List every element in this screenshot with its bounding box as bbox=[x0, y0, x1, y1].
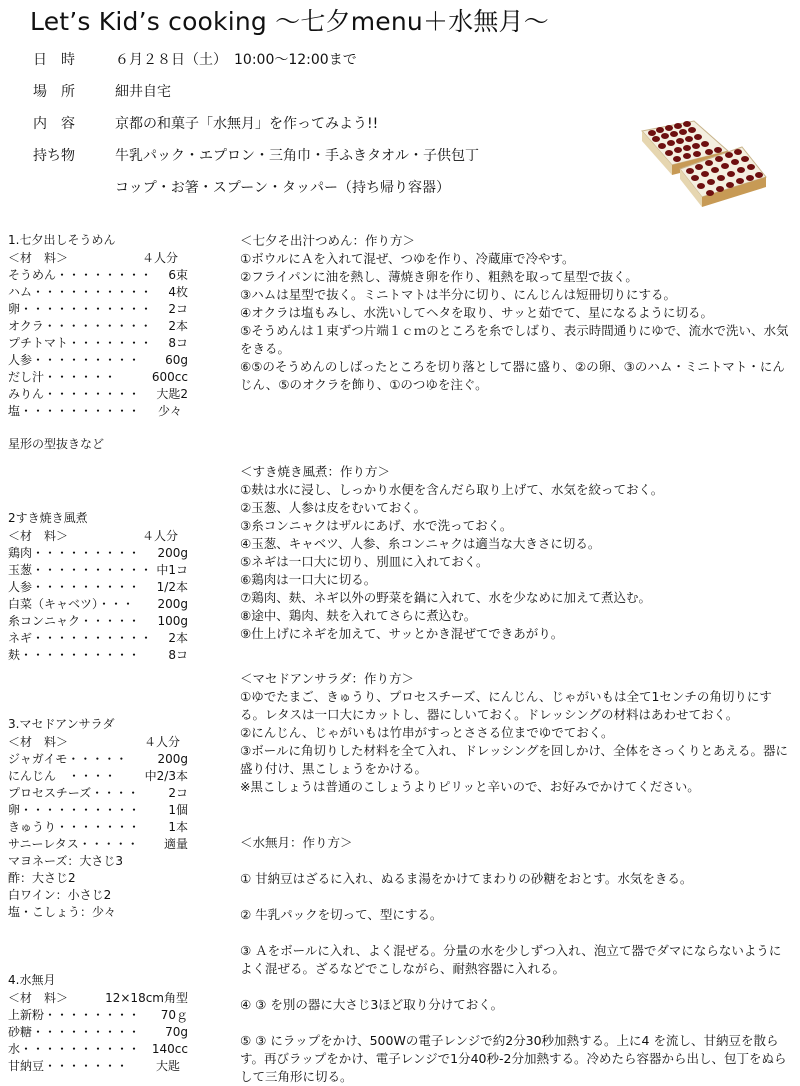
ingredient-item: 塩・・・・・・・・・・ 少々 bbox=[8, 404, 182, 418]
ingredient-item: プロセスチーズ・・・・ 2コ bbox=[8, 786, 188, 800]
ingredient-item: だし汁・・・・・・ 600cc bbox=[8, 370, 188, 384]
ingredient-item: 麸・・・・・・・・・・ 8コ bbox=[8, 648, 188, 662]
recipe-title: 2すき焼き風煮 bbox=[8, 511, 88, 525]
method-step: ①ボウルにＡを入れて混ぜ、つゆを作り、冷蔵庫で冷やす。 bbox=[240, 251, 575, 266]
ingredient-item: 卵・・・・・・・・・・ 1個 bbox=[8, 803, 188, 817]
ingredient-item: ジャガイモ・・・・・ 200g bbox=[8, 752, 188, 766]
method-minazuki bbox=[240, 834, 790, 1086]
ingredient-item: にんじん ・・・・ 中2/3本 bbox=[8, 769, 188, 783]
ingredient-item: ネギ・・・・・・・・・・ 2本 bbox=[8, 631, 188, 645]
ingredients-salad bbox=[8, 716, 188, 921]
method-step: ⑤ネギは一口大に切り、別皿に入れておく。 bbox=[240, 554, 489, 569]
method-step: ④ ③ を別の器に大さじ3ほど取り分けておく。 bbox=[240, 997, 504, 1012]
info-label: 場 所 bbox=[33, 84, 75, 100]
method-step: ⑥⑤のそうめんのしばったところを切り落として器に盛り、②の卵、③のハム・ミニトマト・にんじん、⑤のオクラを飾り、①のつゆを注ぐ。 bbox=[240, 359, 785, 392]
ingredient-item: 白菜（キャベツ）・・・ 200g bbox=[8, 597, 188, 611]
method-step: ③ボールに角切りした材料を全て入れ、ドレッシングを回しかけ、全体をさっくりとあえる。器に盛り付け、黒こしょうをかける。 bbox=[240, 743, 789, 776]
ingredients-header: ＜材 料＞ ４人分 bbox=[8, 529, 178, 543]
recipe-title: 1.七夕出しそうめん bbox=[8, 233, 116, 247]
ingredient-item: プチトマト・・・・・・・ 8コ bbox=[8, 336, 188, 350]
method-step: ① 甘納豆はざるに入れ、ぬるま湯をかけてまわりの砂糖をおとす。水気をきる。 bbox=[240, 871, 693, 886]
method-step: ※黒こしょうは普通のこしょうよりピリッと辛いので、お好みでかけてください。 bbox=[240, 779, 700, 794]
event-info bbox=[33, 44, 479, 204]
info-value: 京都の和菓子「水無月」を作ってみよう!! bbox=[115, 116, 379, 132]
method-salad bbox=[240, 670, 790, 796]
method-step: ②玉葱、人参は皮をむいておく。 bbox=[240, 500, 426, 515]
method-title: ＜すき焼き風煮：作り方＞ bbox=[240, 464, 391, 479]
method-title: ＜七夕そ出汁つめん：作り方＞ bbox=[240, 233, 416, 248]
dressing-item: 白ワイン：小さじ2 bbox=[8, 888, 112, 902]
ingredient-item: 玉葱・・・・・・・・・・ 中1コ bbox=[8, 563, 188, 577]
info-row-content bbox=[33, 108, 479, 140]
ingredient-item: 甘納豆・・・・・・・ 大匙 bbox=[8, 1059, 180, 1073]
info-label: 日 時 bbox=[33, 52, 75, 68]
info-value: 細井自宅 bbox=[115, 84, 171, 100]
ingredient-item: そうめん・・・・・・・・ 6束 bbox=[8, 268, 188, 282]
mizunazuki-sweet-image bbox=[632, 113, 772, 209]
method-step: ⑨仕上げにネギを加えて、サッとかき混ぜてできあがり。 bbox=[240, 626, 564, 641]
ingredient-note: 星形の型抜きなど bbox=[8, 437, 105, 451]
ingredient-item: ハム・・・・・・・・・・ 4枚 bbox=[8, 285, 188, 299]
method-step: ② 牛乳パックを切って、型にする。 bbox=[240, 907, 443, 922]
method-step: ②にんじん、じゃがいもは竹串がすっとささる位までゆでておく。 bbox=[240, 725, 614, 740]
ingredient-item: 卵・・・・・・・・・・・ 2コ bbox=[8, 302, 188, 316]
method-step: ④オクラは塩もみし、水洗いしてヘタを取り、サッと茹でて、星になるように切る。 bbox=[240, 305, 713, 320]
dressing-item: 塩・こしょう：少々 bbox=[8, 905, 117, 919]
info-value: ６月２８日（土） 10:00〜12:00まで bbox=[115, 52, 357, 68]
info-belongings-continued: コップ・お箸・スプーン・タッパー（持ち帰り容器） bbox=[115, 180, 451, 196]
page-title: Let’s Kid’s cooking 〜七夕menu＋水無月〜 bbox=[30, 7, 549, 36]
method-step: ①麸は水に浸し、しっかり水便を含んだら取り上げて、水気を絞っておく。 bbox=[240, 482, 664, 497]
method-step: ⑧途中、鶏肉、麸を入れてさらに煮込む。 bbox=[240, 608, 477, 623]
info-row-date bbox=[33, 44, 479, 76]
recipe-title: 4.水無月 bbox=[8, 973, 56, 987]
ingredient-item: オクラ・・・・・・・・・ 2本 bbox=[8, 319, 188, 333]
ingredients-sukiyaki bbox=[8, 510, 188, 664]
ingredient-item: 人参・・・・・・・・・ 60g bbox=[8, 353, 188, 367]
method-sukiyaki bbox=[240, 463, 790, 643]
recipe-title: 3.マセドアンサラダ bbox=[8, 717, 115, 731]
method-step: ③糸コンニャクはザルにあげ、水で洗っておく。 bbox=[240, 518, 513, 533]
method-step: ④玉葱、キャベツ、人参、糸コンニャクは適当な大きさに切る。 bbox=[240, 536, 601, 551]
info-value: 牛乳パック・エプロン・三角巾・手ふきタオル・子供包丁 bbox=[115, 148, 479, 164]
info-label: 持ち物 bbox=[33, 148, 75, 164]
method-step: ⑤そうめんは１束ずつ片端１ｃｍのところを糸でしばり、表示時間通りにゆで、流水で洗い、水気をきる。 bbox=[240, 323, 789, 356]
dressing-item: 酢：大さじ2 bbox=[8, 871, 76, 885]
ingredients-header: ＜材 料＞ 12×18cm角型 bbox=[8, 991, 188, 1005]
method-step: ⑦鶏肉、麸、ネギ以外の野菜を鍋に入れて、水を少なめに加えて煮込む。 bbox=[240, 590, 651, 605]
ingredient-item: みりん・・・・・・・・ 大匙2 bbox=[8, 387, 188, 401]
ingredient-item: 人参・・・・・・・・・ 1/2本 bbox=[8, 580, 188, 594]
method-step: ②フライパンに油を熱し、薄焼き卵を作り、粗熱を取って星型で抜く。 bbox=[240, 269, 638, 284]
ingredient-item: きゅうり・・・・・・・ 1本 bbox=[8, 820, 188, 834]
ingredient-item: 上新粉・・・・・・・・ 70ｇ bbox=[8, 1008, 188, 1022]
method-step: ⑥鶏肉は一口大に切る。 bbox=[240, 572, 377, 587]
ingredients-somen bbox=[8, 232, 188, 453]
ingredients-minazuki bbox=[8, 972, 188, 1075]
ingredient-item: 砂糖・・・・・・・・・ 70g bbox=[8, 1025, 188, 1039]
method-step: ③ハムは星型で抜く。ミニトマトは半分に切り、にんじんは短冊切りにする。 bbox=[240, 287, 676, 302]
ingredient-item: サニーレタス・・・・・ 適量 bbox=[8, 837, 188, 851]
method-title: ＜水無月：作り方＞ bbox=[240, 835, 353, 850]
info-row-belongings bbox=[33, 140, 479, 172]
dressing-item: マヨネーズ：大さじ3 bbox=[8, 854, 124, 868]
ingredient-item: 糸コンニャク・・・・・ 100g bbox=[8, 614, 188, 628]
ingredient-item: 鶏肉・・・・・・・・・ 200g bbox=[8, 546, 188, 560]
method-somen bbox=[240, 232, 790, 394]
method-step: ⑤ ③ にラップをかけ、500Wの電子レンジで約2分30秒加熱する。上に4 を流し、甘納豆を散らす。再びラップをかけ、電子レンジで1分40秒-2分加熱する。冷めたら容器から出し、包丁をぬらして三角形に切る。 bbox=[240, 1033, 787, 1084]
ingredients-header: ＜材 料＞ ４人分 bbox=[8, 735, 180, 749]
ingredients-header: ＜材 料＞ ４人分 bbox=[8, 251, 178, 265]
method-step: ③ Ａをボールに入れ、よく混ぜる。分量の水を少しずつ入れ、泡立て器でダマにならないようによく混ぜる。ざるなどでこしながら、耐熱容器に入れる。 bbox=[240, 943, 782, 976]
method-step: ①ゆでたまご、きゅうり、プロセスチーズ、にんじん、じゃがいもは全て1センチの角切りにする。レタスは一口大にカットし、器にしいておく。ドレッシングの材料はあわせておく。 bbox=[240, 689, 772, 722]
method-title: ＜マセドアンサラダ：作り方＞ bbox=[240, 671, 415, 686]
info-row-place bbox=[33, 76, 479, 108]
ingredient-item: 水・・・・・・・・・・ 140cc bbox=[8, 1042, 188, 1056]
info-label: 内 容 bbox=[33, 116, 75, 132]
